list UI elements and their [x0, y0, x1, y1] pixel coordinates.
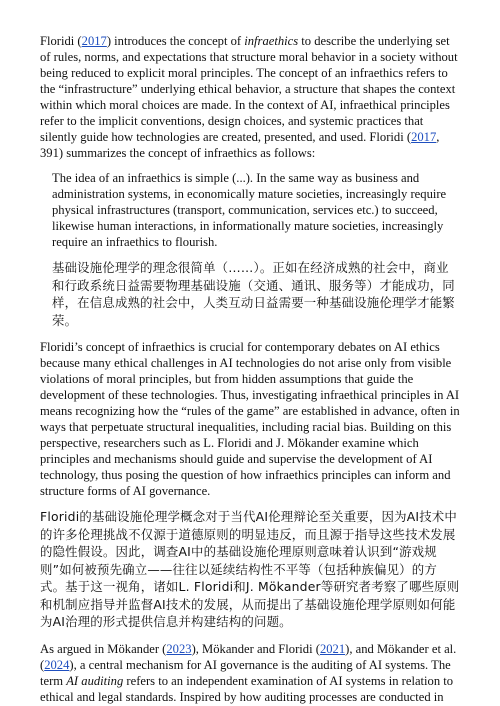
text-run: ), Mökander and Floridi ( — [191, 641, 320, 656]
paragraph-ai-auditing — [40, 641, 462, 705]
block-quote-english: The idea of an infraethics is simple (...). In the same way as business and administration systems, in economically mature societies, increasingly require physical infrastructures (transport, communication, services etc.) to succeed, likewise human interactions, in informationally mature societies, increasingly require an infraethics to flourish. — [52, 171, 447, 249]
term-ai-auditing: AI auditing — [66, 673, 124, 688]
text-run: ), a central mechanism for AI governance is the auditing of AI systems. The term — [40, 657, 451, 688]
block-quote-chinese: 基础设施伦理学的理念很简单（……）。正如在经济成熟的社会中，商业和行政系统日益需要物理基础设施（交通、通讯、服务等）才能成功，同样，在信息成熟的社会中，人类互动日益需要一种基础设施伦理学才能繁荣。 — [52, 260, 455, 328]
text-run: ) introduces the concept of — [106, 34, 245, 48]
citation-link-floridi-2017[interactable]: 2017 — [81, 34, 107, 48]
paragraph-infraethics-intro — [40, 33, 462, 161]
text-run: Floridi ( — [40, 34, 82, 48]
term-infraethics: infraethics — [244, 34, 299, 48]
text-run: refers to an independent examination of AI systems in relation to ethical and legal standards. Inspired by how auditing processes are conducted in — [40, 673, 454, 704]
citation-link-mokander-floridi-2021[interactable]: 2021 — [319, 641, 346, 656]
citation-link-mokander-2023[interactable]: 2023 — [166, 641, 192, 656]
text-run: As argued in Mökander ( — [40, 641, 167, 656]
text-run: to describe the underlying set of rules, norms, and expectations that structure moral behavior in a society without being reduced to explicit moral principles. The concept of an infraethics refers to the “infrastructure” underlying ethical behavior, a structure that shapes the context within which moral choices are made. In the context of AI, infraethical principles refer to the implicit conventions, design choices, and systemic practices that silently guide how technologies are created, presented, and used. Floridi ( — [40, 34, 458, 144]
text-run: , 391) summarizes the concept of infraethics as follows: — [40, 130, 440, 160]
citation-link-floridi-2017-b[interactable]: 2017 — [411, 130, 437, 144]
text-run: ), and Mökander et al. ( — [40, 641, 457, 672]
citation-link-mokander-2024[interactable]: 2024 — [44, 657, 70, 672]
paragraph-infraethics-ai-english: Floridi’s concept of infraethics is crucial for contemporary debates on AI ethics because many ethical challenges in AI technologies do not arise only from visible violations of moral principles, but from hidden assumptions that guide the development of these technologies. Thus, investigating infraethical principles in AI means recognizing how the “rules of the game” are established in advance, often in ways that perpetuate structural inequalities, including racial bias. Building on this perspective, researchers such as L. Floridi and J. Mökander examine which principles and mechanisms should guide and supervise the development of AI technology, thus posing the question of how infraethics principles can inform and structure forms of AI governance. — [40, 340, 460, 498]
paragraph-infraethics-ai-chinese: Floridi的基础设施伦理学概念对于当代AI伦理辩论至关重要，因为AI技术中的许多伦理挑战不仅源于道德原则的明显违反，而且源于指导这些技术发展的隐性假设。因此，调查AI中的基础设施伦理原则意味着认识到“游戏规则”如何被预先确立——往往以延续结构性不平等（包括种族偏见）的方式。基于这一视角，诸如L. Floridi和J. Mökander等研究者考察了哪些原则和机制应指导并监督AI技术的发展，从而提出了基础设施伦理学原则如何能为AI治理的形式提供信息并构建结构的问题。 — [40, 509, 460, 629]
